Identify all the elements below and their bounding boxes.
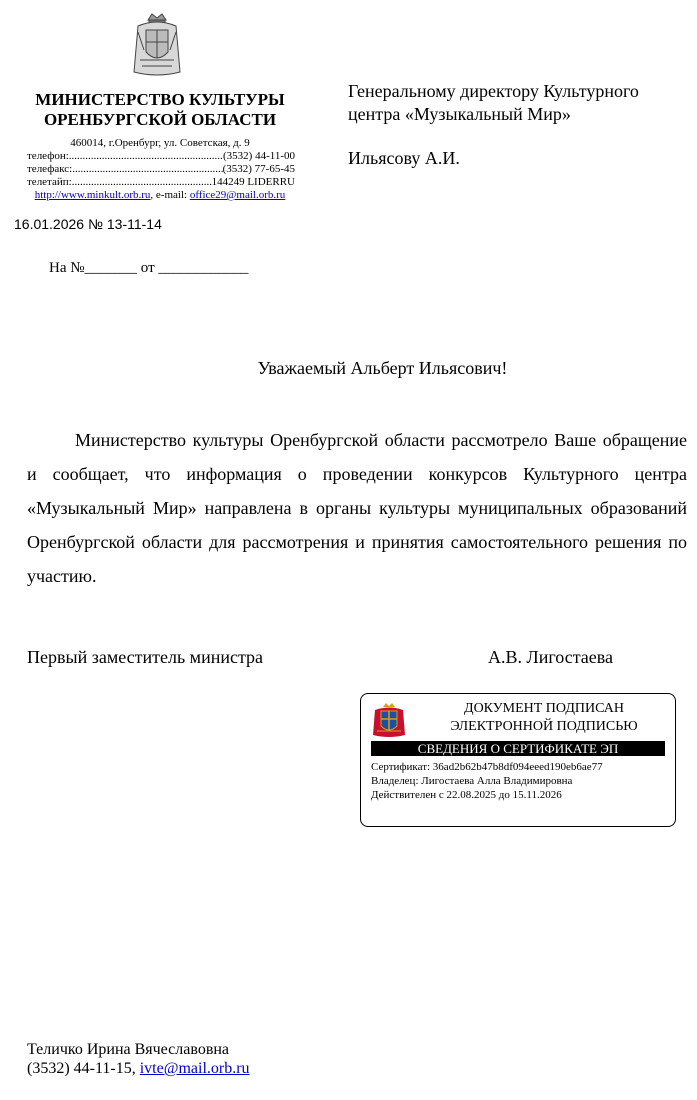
stamp-title xyxy=(421,700,667,736)
e-signature-stamp xyxy=(360,693,676,827)
coat-of-arms-icon xyxy=(130,10,184,80)
oblast-coat-of-arms-icon xyxy=(371,701,407,739)
greeting: Уважаемый Альберт Ильясович! xyxy=(257,358,508,378)
ministry-address: 460014, г.Оренбург, ул. Советская, д. 9 xyxy=(70,137,250,149)
certificate-info-bar: СВЕДЕНИЯ О СЕРТИФИКАТЕ ЭП xyxy=(371,741,665,756)
letter-body: Министерство культуры Оренбургской области рассмотрело Ваше обращение и сообщает, что информация о проведении конкурсов Культурного центра «Музыкальный Мир» направлена в органы культуры муниципальных образований Оренбургской области для рассмотрения и принятия самостоятельного решения по участию. xyxy=(27,430,687,586)
ministry-title-line1: МИНИСТЕРСТВО КУЛЬТУРЫ xyxy=(35,90,285,109)
ministry-title-line2: ОРЕНБУРГСКОЙ ОБЛАСТИ xyxy=(43,110,277,129)
contact-fax-value: (3532) 77-65-45 xyxy=(222,163,295,175)
contact-teletype-value: 144249 LIDERRU xyxy=(211,176,295,188)
executor-phone: (3532) 44-11-15, xyxy=(27,1060,140,1077)
signatory-name: А.В. Лигостаева xyxy=(488,647,614,667)
executor-contact xyxy=(27,1060,250,1078)
addressee-line1: Генеральному директору Культурного xyxy=(348,81,639,101)
addressee-line2: центра «Музыкальный Мир» xyxy=(348,104,571,124)
website-link[interactable]: http://www.minkult.orb.ru xyxy=(34,189,151,201)
executor-email-link[interactable]: ivte@mail.orb.ru xyxy=(139,1060,250,1077)
addressee-name: Ильясову А.И. xyxy=(348,148,460,168)
leader-dots xyxy=(72,176,212,189)
contact-fax-label: телефакс: xyxy=(27,163,73,175)
certificate-validity: Действителен с 22.08.2025 до 15.11.2026 xyxy=(371,789,562,801)
executor-name: Теличко Ирина Вячеславовна xyxy=(27,1041,230,1058)
contact-phone-value: (3532) 44-11-00 xyxy=(223,150,295,162)
certificate-owner: Владелец: Лигостаева Алла Владимировна xyxy=(371,775,573,787)
registration-number: 16.01.2026 № 13-11-14 xyxy=(14,216,162,232)
stamp-title-line2: ЭЛЕКТРОННОЙ ПОДПИСЬЮ xyxy=(450,719,638,734)
contact-teletype xyxy=(27,176,295,189)
contact-teletype-label: телетайп: xyxy=(27,176,72,188)
signatory-position: Первый заместитель министра xyxy=(27,647,264,667)
certificate-serial: Сертификат: 36ad2b62b47b8df094eeed190eb6ae77 xyxy=(371,761,603,773)
email-prefix: , e-mail: xyxy=(150,189,190,201)
web-contacts xyxy=(10,189,310,202)
reply-reference: На №_______ от ____________ xyxy=(49,260,249,276)
leader-dots xyxy=(69,150,223,163)
ministry-title xyxy=(10,90,310,130)
contact-phone xyxy=(27,150,295,163)
email-link[interactable]: office29@mail.orb.ru xyxy=(189,189,286,201)
contact-phone-label: телефон: xyxy=(27,150,69,162)
stamp-title-line1: ДОКУМЕНТ ПОДПИСАН xyxy=(464,701,624,716)
contact-fax xyxy=(27,163,295,176)
leader-dots xyxy=(72,163,222,176)
addressee xyxy=(348,80,688,126)
